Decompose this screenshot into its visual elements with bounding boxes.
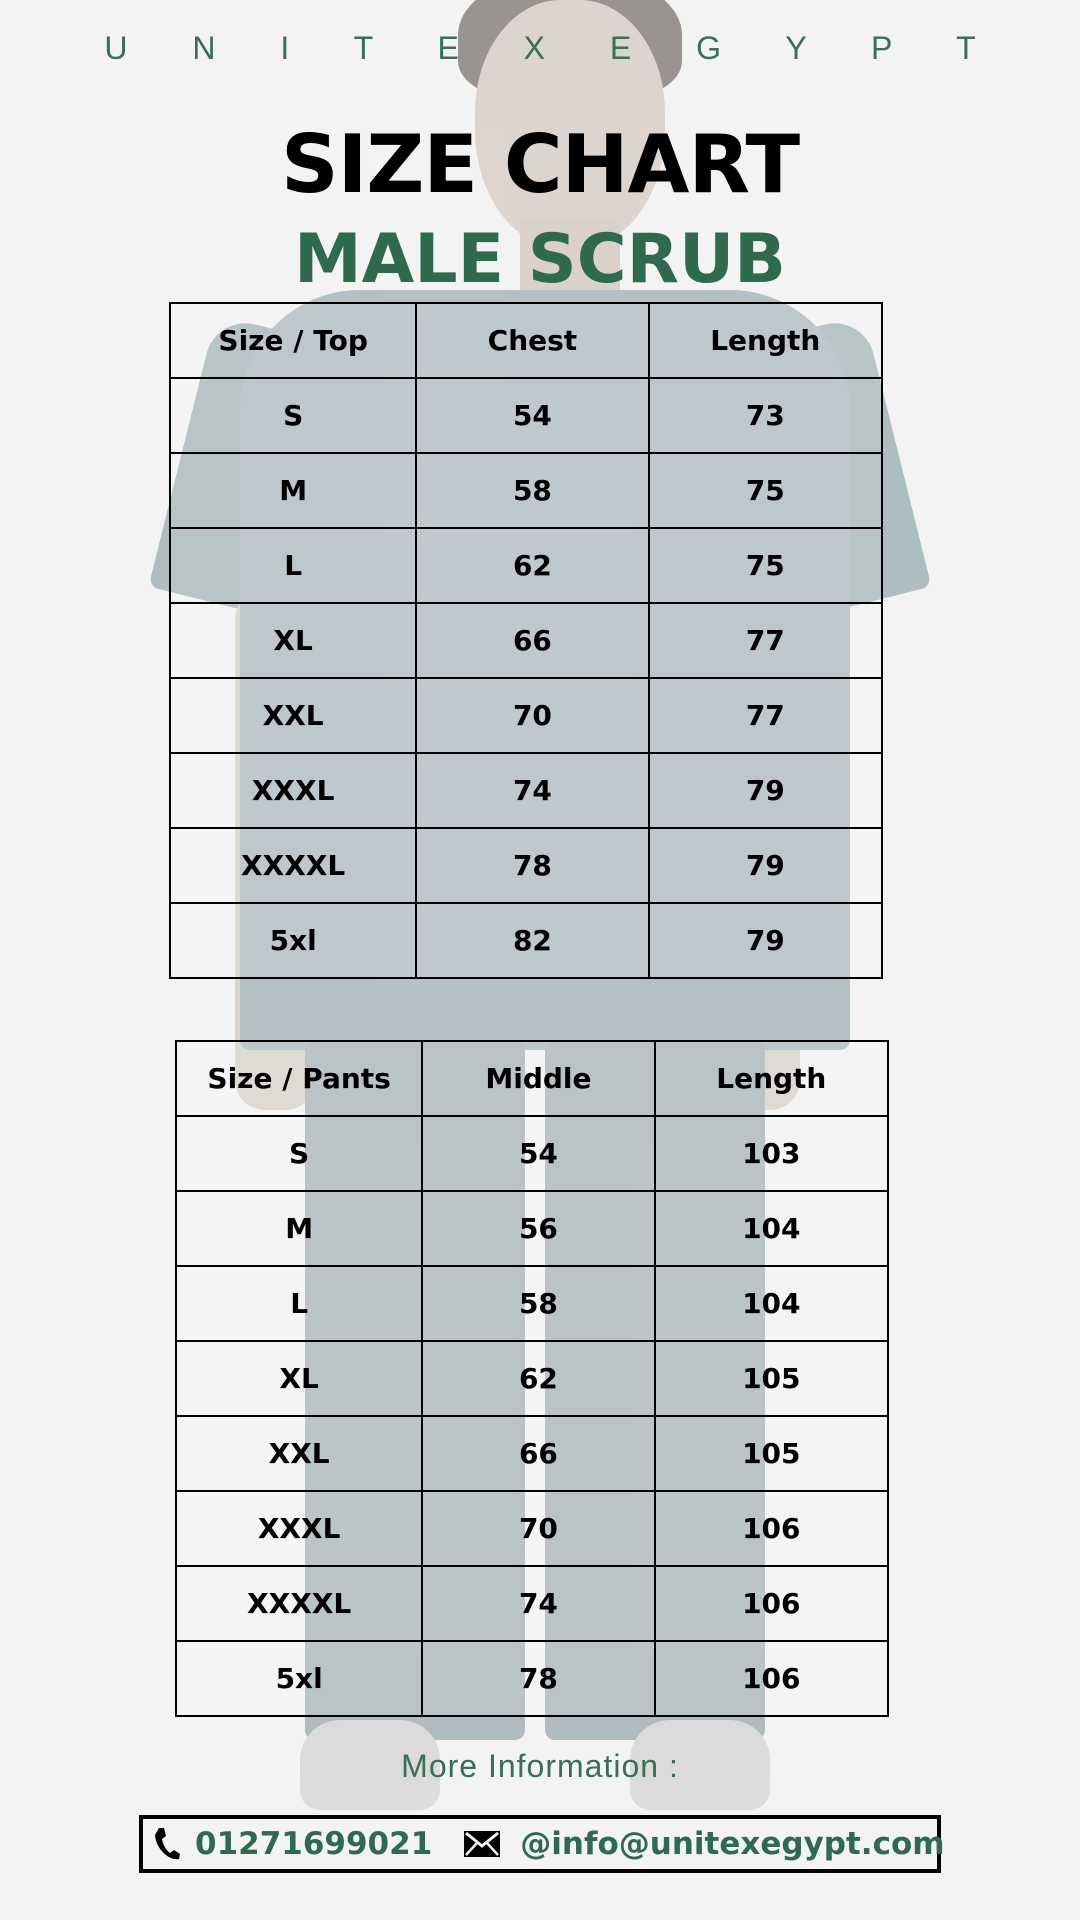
size-cell: 5xl [170, 903, 416, 978]
table-row [176, 1641, 888, 1716]
table-row [170, 378, 882, 453]
size-cell: XXL [170, 678, 416, 753]
table-row [176, 1566, 888, 1641]
more-information-label: More Information : [401, 1748, 679, 1784]
page-subtitle: MALE SCRUB [293, 220, 787, 299]
length-cell: 104 [655, 1266, 888, 1341]
table-row [176, 1191, 888, 1266]
table-row [170, 753, 882, 828]
length-cell: 79 [649, 753, 882, 828]
middle-cell: 56 [422, 1191, 654, 1266]
pants-size-table [175, 1040, 889, 1717]
length-cell: 106 [655, 1641, 888, 1716]
table-row [170, 528, 882, 603]
table-header-row [176, 1041, 888, 1116]
length-cell: 73 [649, 378, 882, 453]
table-row [176, 1341, 888, 1416]
table-row [176, 1491, 888, 1566]
size-cell: S [170, 378, 416, 453]
chest-cell: 74 [416, 753, 648, 828]
table-row [170, 603, 882, 678]
email-address[interactable]: @info@unitexegypt.com [520, 1826, 945, 1862]
length-cell: 77 [649, 603, 882, 678]
page-title: SIZE CHART [280, 118, 800, 211]
length-cell: 106 [655, 1491, 888, 1566]
size-cell: XXL [176, 1416, 422, 1491]
middle-cell: 54 [422, 1116, 654, 1191]
phone-number[interactable]: 01271699021 [195, 1826, 433, 1862]
table-row [170, 678, 882, 753]
table-row [176, 1416, 888, 1491]
table-row [170, 903, 882, 978]
size-cell: M [176, 1191, 422, 1266]
table-header-row [170, 303, 882, 378]
chest-cell: 54 [416, 378, 648, 453]
column-header: Size / Pants [176, 1041, 422, 1116]
chest-cell: 82 [416, 903, 648, 978]
table-row [170, 453, 882, 528]
length-cell: 106 [655, 1566, 888, 1641]
chest-cell: 78 [416, 828, 648, 903]
length-cell: 79 [649, 903, 882, 978]
contact-bar [139, 1815, 945, 1873]
size-cell: L [170, 528, 416, 603]
column-header: Size / Top [170, 303, 416, 378]
middle-cell: 70 [422, 1491, 654, 1566]
chest-cell: 70 [416, 678, 648, 753]
table-row [176, 1116, 888, 1191]
size-cell: S [176, 1116, 422, 1191]
size-cell: XXXXL [170, 828, 416, 903]
size-cell: XXXL [170, 753, 416, 828]
length-cell: 77 [649, 678, 882, 753]
size-cell: 5xl [176, 1641, 422, 1716]
middle-cell: 66 [422, 1416, 654, 1491]
table-row [176, 1266, 888, 1341]
length-cell: 79 [649, 828, 882, 903]
middle-cell: 62 [422, 1341, 654, 1416]
middle-cell: 58 [422, 1266, 654, 1341]
column-header: Length [649, 303, 882, 378]
length-cell: 103 [655, 1116, 888, 1191]
length-cell: 105 [655, 1416, 888, 1491]
size-cell: XL [176, 1341, 422, 1416]
table-row [170, 828, 882, 903]
middle-cell: 78 [422, 1641, 654, 1716]
length-cell: 75 [649, 453, 882, 528]
envelope-icon [464, 1831, 500, 1857]
size-cell: L [176, 1266, 422, 1341]
phone-icon [153, 1827, 181, 1861]
size-cell: XXXL [176, 1491, 422, 1566]
length-cell: 104 [655, 1191, 888, 1266]
length-cell: 75 [649, 528, 882, 603]
size-cell: XXXXL [176, 1566, 422, 1641]
top-size-table [169, 302, 883, 979]
brand-name: U N I T E X E G Y P T [104, 30, 1004, 66]
column-header: Length [655, 1041, 888, 1116]
length-cell: 105 [655, 1341, 888, 1416]
chest-cell: 66 [416, 603, 648, 678]
middle-cell: 74 [422, 1566, 654, 1641]
chest-cell: 58 [416, 453, 648, 528]
chest-cell: 62 [416, 528, 648, 603]
column-header: Chest [416, 303, 648, 378]
column-header: Middle [422, 1041, 654, 1116]
size-cell: XL [170, 603, 416, 678]
size-cell: M [170, 453, 416, 528]
